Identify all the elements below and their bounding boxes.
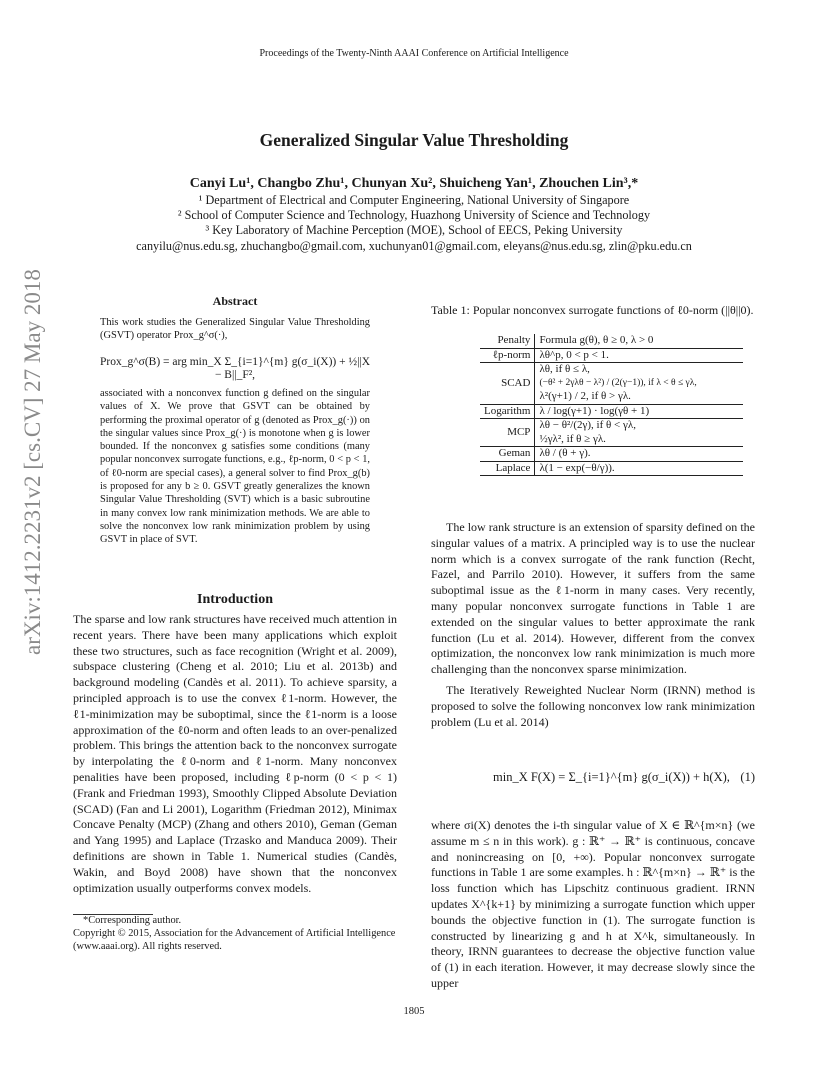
- affiliation-1: ¹ Department of Electrical and Computer Engineering, National University of Singapore: [198, 193, 630, 207]
- penalty-name: ℓp-norm: [480, 348, 535, 363]
- footnote-corresponding: *Corresponding author.: [83, 915, 182, 926]
- affiliation-2: ² School of Computer Science and Technology, Huazhong University of Science and Technology: [177, 208, 651, 222]
- author-list: Canyi Lu¹, Changbo Zhu¹, Chunyan Xu², Shuicheng Yan¹, Zhouchen Lin³,*: [189, 176, 639, 191]
- introduction-text: The sparse and low rank structures have received much attention in recent years. There have been many applications which exploit these two structures, such as face recognition (Wright et al. 2009), subspace clustering (Cheng et al. 2010; Liu et al. 2013b) and background modeling (Candès et al. 2011). To achieve sparsity, a principled approach is to use the convex ℓ1-norm. However, the ℓ1-minimization may be suboptimal, since the ℓ1-norm is a loose approximation of the ℓ0-norm and often leads to an over-penalized problem. This brings the attention back to the nonconvex surrogate by interpolating the ℓ0-norm and ℓ1-norm. Many nonconvex penalities have been proposed, including ℓp-norm (0 < p < 1) (Frank and Friedman 1993), Smoothly Clipped Absolute Deviation (SCAD) (Fan and Li 2001), Logarithm (Friedman 2012), Minimax Concave Penalty (MCP) (Zhang and others 2010), Geman (Geman and Yang 1995) and Laplace (Trzasko and Manduca 2009). Their definitions are shown in Table 1. Numerical studies (Candès, Wakin, and Boyd 2008) have shown that the nonconvex optimization usually outperforms convex models.: [73, 612, 397, 895]
- arxiv-stamp: arXiv:1412.2231v2 [cs.CV] 27 May 2018: [20, 269, 45, 655]
- abstract-intro: This work studies the Generalized Singular Value Thresholding (GSVT) operator Prox_g^σ(·),: [100, 317, 370, 342]
- right-paragraph-3: where σi(X) denotes the i-th singular value of X ∈ ℝ^{m×n} (we assume m ≤ n in this work). g : ℝ⁺ → ℝ⁺ is continuous, concave and nonincreasing on [0, +∞). Popular nonconvex surrogate functions in Table 1 are some examples. h : ℝ^{m×n} → ℝ⁺ is the loss function which has Lipschitz continuous gradient. IRNN updates X^{k+1} by minimizing a surrogate function which upper bounds the objective function in (1). The surrogate function is constructed by linearizing g and h at X^k, simultaneously. In theory, IRNN guarantees to decrease the objective function value of (1) in each iteration. However, it may decrease slowly since the upper: [431, 818, 755, 990]
- footnote-copyright: Copyright © 2015, Association for the Advancement of Artificial Intelligence (www.aaai.org). All rights reserved.: [73, 928, 396, 952]
- right-paragraph-2: The Iteratively Reweighted Nuclear Norm (IRNN) method is proposed to solve the following nonconvex low rank minimization problem (Lu et al. 2014): [431, 683, 755, 729]
- abstract-equation: Prox_g^σ(B) = arg min_X Σ_{i=1}^{m} g(σ_i(X)) + ½||X − B||_F²,: [100, 356, 371, 382]
- table-row: [480, 348, 743, 363]
- penalty-formula: (−θ² + 2γλθ − λ²) / (2(γ−1)), if λ < θ ≤ γλ,: [539, 377, 697, 388]
- table-row: [480, 461, 743, 476]
- penalty-formula: λ(1 − exp(−θ/γ)).: [535, 461, 744, 476]
- proceedings-header: Proceedings of the Twenty-Ninth AAAI Conference on Artificial Intelligence: [259, 48, 569, 59]
- table-caption: Table 1: Popular nonconvex surrogate functions of ℓ0-norm (||θ||0).: [431, 303, 754, 317]
- penalty-formula: λθ − θ²/(2γ), if θ < γλ,: [539, 419, 636, 431]
- penalty-formula: ½γλ², if θ ≥ γλ.: [535, 433, 744, 447]
- penalty-name: Laplace: [480, 461, 535, 476]
- penalty-formula: λθ, if θ ≤ λ,: [539, 363, 590, 375]
- affiliation-3: ³ Key Laboratory of Machine Perception (MOE), School of EECS, Peking University: [205, 223, 623, 237]
- table-header-formula: Formula g(θ), θ ≥ 0, λ > 0: [535, 334, 744, 348]
- table-row: [480, 404, 743, 419]
- table-header-penalty: Penalty: [480, 334, 535, 348]
- penalty-name: Logarithm: [480, 404, 535, 419]
- introduction-heading: Introduction: [197, 592, 273, 607]
- surrogate-table: [480, 334, 743, 476]
- equation-1-body: min_X F(X) = Σ_{i=1}^{m} g(σ_i(X)) + h(X),: [493, 770, 730, 784]
- right-paragraph-1: The low rank structure is an extension of sparsity defined on the singular values of a matrix. A principled way is to use the nuclear norm which is a convex surrogate of the rank function (Recht, Fazel, and Parrilo 2010). However, it suffers from the same suboptimal issue as the ℓ1-norm in many cases. Very recently, many popular nonconvex surrogate functions in Table 1 are extended on the singular values to better approximate the rank function (Lu et al. 2014). However, different from the convex optimization, the nonconvex low rank minimization is much more challenging than the nonconvex sparse minimization.: [431, 520, 755, 677]
- page-number: 1805: [403, 1006, 425, 1017]
- penalty-name: Geman: [480, 447, 535, 462]
- equation-1-number: (1): [740, 770, 755, 784]
- penalty-name: MCP: [480, 419, 535, 447]
- table-row: [480, 447, 743, 462]
- table-row: [480, 363, 743, 377]
- penalty-name: SCAD: [480, 363, 535, 405]
- penalty-formula: λθ / (θ + γ).: [535, 447, 744, 462]
- table-row: [480, 419, 743, 433]
- abstract-heading: Abstract: [212, 294, 258, 308]
- penalty-formula: λ²(γ+1) / 2, if θ > γλ.: [535, 390, 744, 404]
- author-emails: canyilu@nus.edu.sg, zhuchangbo@gmail.com, xuchunyan01@gmail.com, eleyans@nus.edu.sg, zlin@pku.edu.cn: [136, 239, 692, 253]
- abstract-body: associated with a nonconvex function g defined on the singular values of X. We prove that GSVT can be obtained by performing the proximal operator of g (denoted as Prox_g(·)) on the singular values since Prox_g(·) is monotone when g is lower bounded. If the nonconvex g satisfies some conditions (many popular nonconvex surrogate functions, e.g., ℓp-norm, 0 < p < 1, of ℓ0-norm are special cases), a general solver to find Prox_g(b) is proposed for any b ≥ 0. GSVT greatly generalizes the known Singular Value Thresholding (SVT) which is a basic subroutine in many convex low rank minimization methods. We are able to solve the nonconvex low rank minimization problem by using GSVT in place of SVT.: [100, 388, 370, 546]
- penalty-formula: λθ^p, 0 < p < 1.: [535, 348, 744, 363]
- paper-title: Generalized Singular Value Thresholding: [259, 130, 569, 150]
- penalty-formula: λ / log(γ+1) · log(γθ + 1): [535, 404, 744, 419]
- table-header-row: [480, 334, 743, 348]
